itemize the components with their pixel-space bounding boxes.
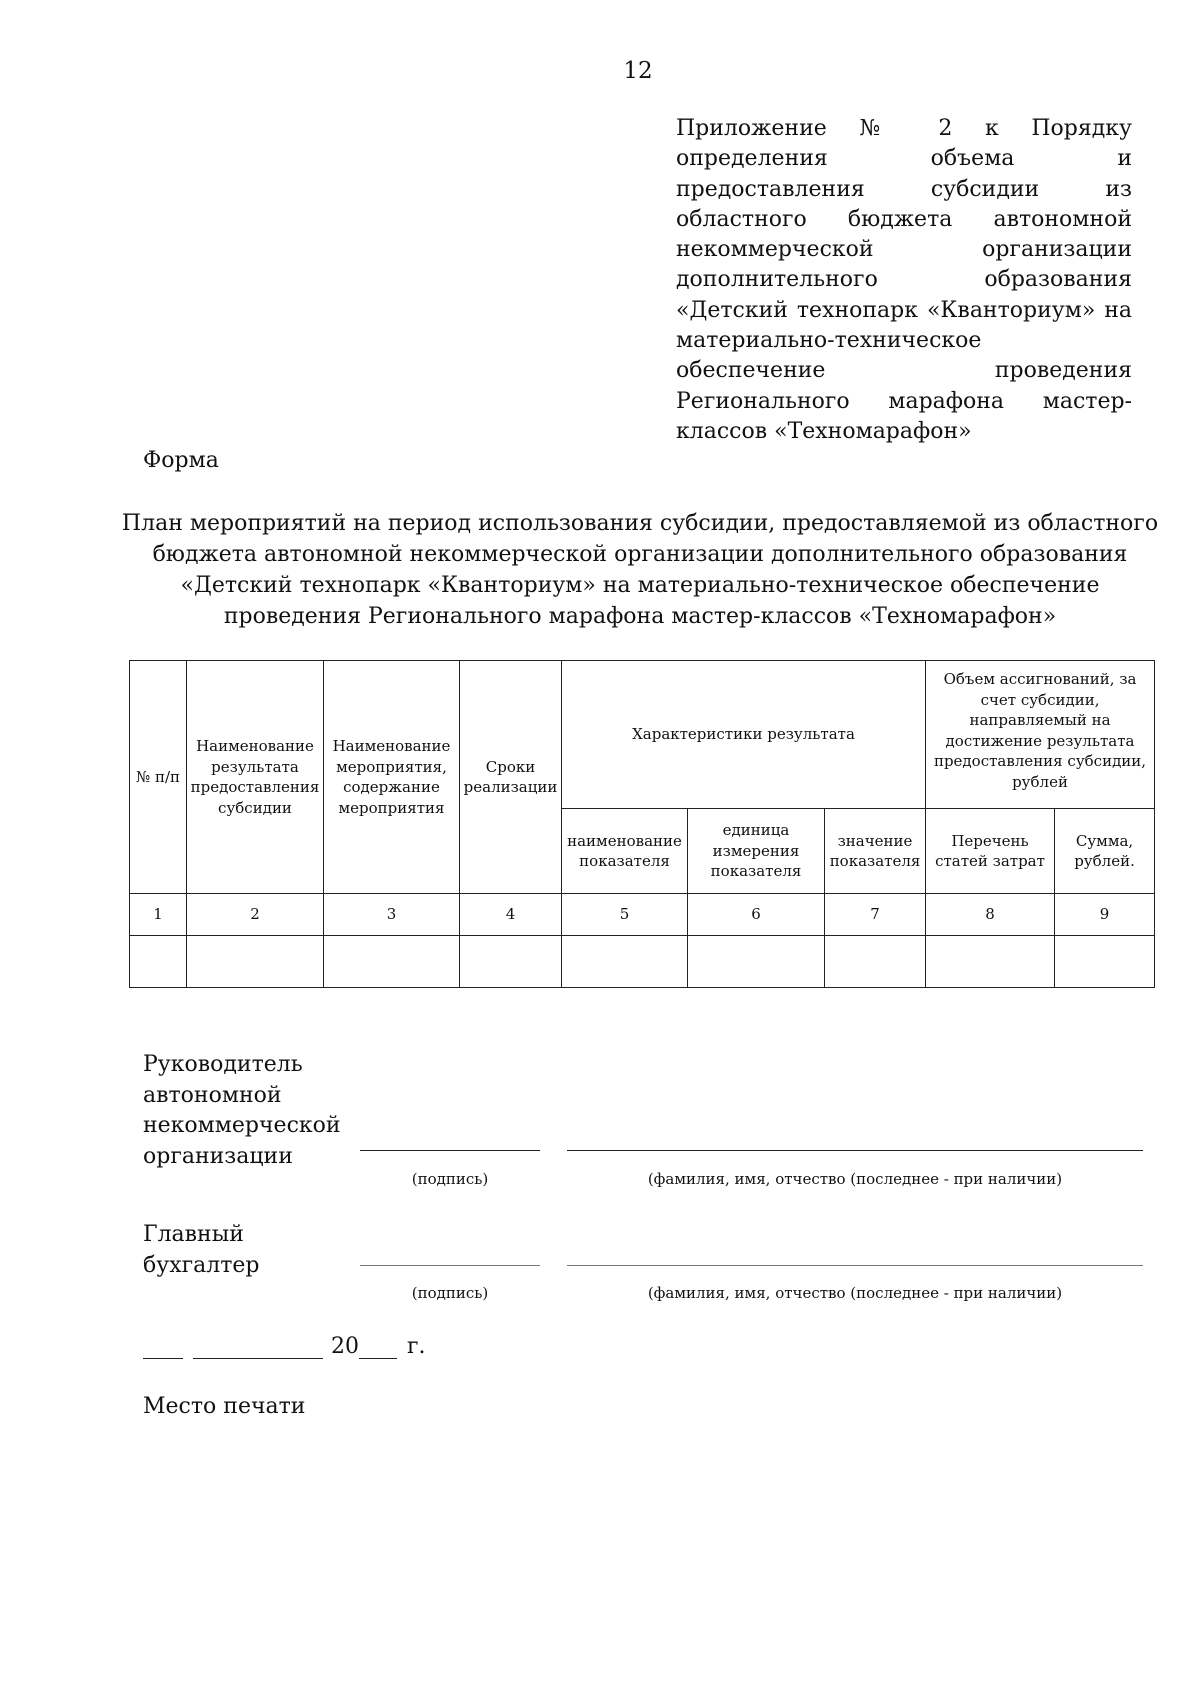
head-label-line: автономной xyxy=(143,1082,282,1108)
header-sum: Сумма, рублей. xyxy=(1055,809,1155,894)
plan-table xyxy=(129,660,1155,988)
header-event-name: Наименование мероприятия, содержание мероприятия xyxy=(324,661,460,894)
header-indicator-name: наименование показателя xyxy=(562,809,688,894)
column-number: 7 xyxy=(825,894,926,936)
year-suffix: г. xyxy=(407,1334,426,1359)
head-label-line: организации xyxy=(143,1143,293,1169)
table-cell[interactable] xyxy=(688,936,825,988)
plan-title: План мероприятий на период использования субсидии, предоставляемой из областного бюджета автономной некоммерческой организации дополнительного образования «Детский технопарк «Кванториум» на материально-техническое обеспечение проведения Регионального марафона мастер-классов «Техномарафон» xyxy=(121,511,1159,629)
head-signature-line[interactable] xyxy=(360,1150,540,1151)
column-number-row xyxy=(130,894,1155,936)
accountant-signature-caption: (подпись) xyxy=(411,1284,489,1302)
head-name-caption: (фамилия, имя, отчество (последнее - при наличии) xyxy=(647,1170,1063,1188)
column-number: 8 xyxy=(926,894,1055,936)
head-label-line: некоммерческой xyxy=(143,1113,341,1138)
empty-data-row xyxy=(130,936,1155,988)
header-num: № п/п xyxy=(130,661,187,894)
head-label xyxy=(143,1050,341,1172)
head-signature-caption: (подпись) xyxy=(411,1170,489,1188)
table-cell[interactable] xyxy=(187,936,324,988)
appendix-reference: Приложение № 2 к Порядку определения объема и предоставления субсидии из областного бюджета автономной некоммерческой организации дополнительного образования «Детский технопарк «Кванториум» на материально-техническое обеспечение проведения Регионального марафона мастер-классов «Техномарафон» xyxy=(676,116,1132,444)
date-field xyxy=(143,1334,426,1359)
column-number: 9 xyxy=(1055,894,1155,936)
column-number: 5 xyxy=(562,894,688,936)
header-indicator-unit: единица измерения показателя xyxy=(688,809,825,894)
form-label: Форма xyxy=(143,448,219,473)
year-blank[interactable] xyxy=(359,1336,397,1359)
column-number: 1 xyxy=(130,894,187,936)
accountant-signature-line[interactable] xyxy=(360,1265,540,1266)
table-cell[interactable] xyxy=(825,936,926,988)
column-number: 6 xyxy=(688,894,825,936)
accountant-name-line[interactable] xyxy=(567,1265,1143,1266)
header-result-name: Наименование результата предоставления субсидии xyxy=(187,661,324,894)
header-allocation: Объем ассигнований, за счет субсидии, направляемый на достижение результата предоставления субсидии, рублей xyxy=(926,661,1155,809)
accountant-label xyxy=(143,1220,260,1281)
day-blank[interactable] xyxy=(143,1336,183,1359)
table-cell[interactable] xyxy=(460,936,562,988)
year-prefix: 20 xyxy=(331,1334,359,1359)
column-number: 2 xyxy=(187,894,324,936)
table-cell[interactable] xyxy=(130,936,187,988)
column-number: 3 xyxy=(324,894,460,936)
header-deadlines: Сроки реализации xyxy=(460,661,562,894)
table-cell[interactable] xyxy=(324,936,460,988)
table-cell[interactable] xyxy=(926,936,1055,988)
accountant-label-line: Главный xyxy=(143,1222,244,1247)
table-cell[interactable] xyxy=(1055,936,1155,988)
head-label-line: Руководитель xyxy=(143,1052,303,1077)
stamp-label: Место печати xyxy=(143,1394,306,1419)
table-cell[interactable] xyxy=(562,936,688,988)
month-blank[interactable] xyxy=(193,1336,323,1359)
page-number: 12 xyxy=(623,58,653,84)
header-result-characteristics: Характеристики результата xyxy=(562,661,926,809)
accountant-label-line: бухгалтер xyxy=(143,1252,260,1278)
header-indicator-value: значение показателя xyxy=(825,809,926,894)
column-number: 4 xyxy=(460,894,562,936)
header-cost-items: Перечень статей затрат xyxy=(926,809,1055,894)
accountant-name-caption: (фамилия, имя, отчество (последнее - при наличии) xyxy=(647,1284,1063,1302)
head-name-line[interactable] xyxy=(567,1150,1143,1151)
